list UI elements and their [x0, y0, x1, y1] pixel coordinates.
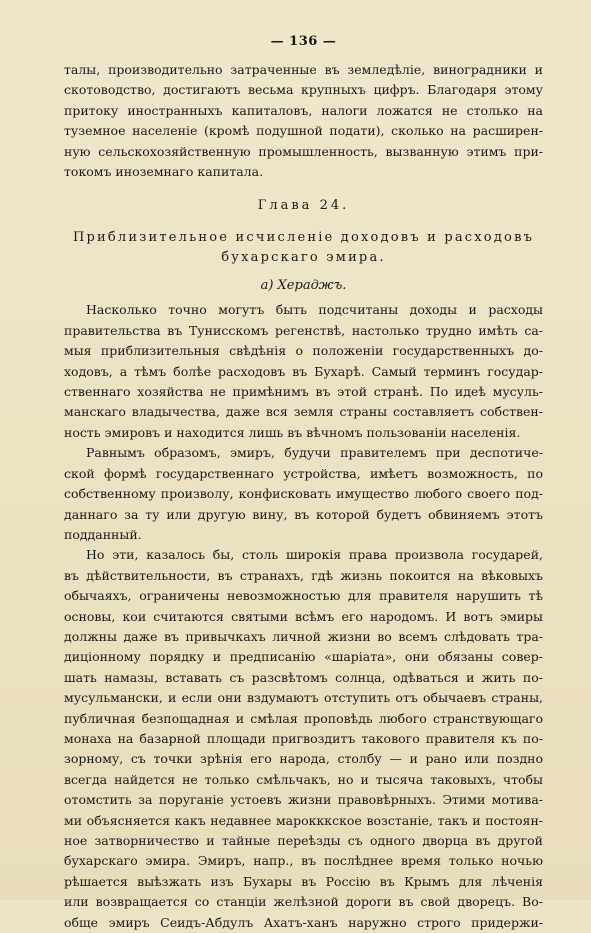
text-line: скотоводство, достигаютъ весьма крупныхъ цифръ. Благодаря этому	[64, 82, 543, 98]
paragraph-3	[64, 545, 543, 933]
text-line: Но эти, казалось бы, столь широкія права произвола государей,	[86, 547, 543, 563]
text-line: публичная безпощадная и смѣлая проповѣдь любого странствующаго	[64, 710, 543, 726]
text-line: диціонному порядку и предписанію «шаріата», они обязаны совер-	[64, 649, 543, 665]
text-line: мусульмански, и если они вздумаютъ отступить отъ обычаевъ страны,	[64, 690, 543, 706]
text-line: въ дѣйствительности, въ странахъ, гдѣ жизнь покоится на вѣковыхъ	[64, 567, 543, 583]
text-line: Насколько точно могутъ быть подсчитаны доходы и расходы	[86, 302, 543, 318]
text-line: основы, кои считаются святыми всѣмъ его народомъ. И вотъ эмиры	[64, 608, 543, 624]
text-line: шать намазы, вставать съ разсвѣтомъ солнца, одѣваться и жить по-	[64, 669, 543, 685]
text-line: ми объясняется какъ недавнее марокккское возстаніе, такъ и постоян-	[64, 812, 543, 828]
text-line: всегда найдется не только смѣльчакъ, но и тысяча таковыхъ, чтобы	[64, 771, 543, 787]
text-line: манскаго владычества, даже вся земля страны составляетъ собствен-	[64, 404, 543, 420]
intro-paragraph	[64, 60, 543, 182]
section-heading-line-2: бухарскаго эмира.	[221, 250, 386, 266]
text-line: Равнымъ образомъ, эмиръ, будучи правителемъ при деспотиче-	[86, 445, 543, 461]
text-line: ное затворничество и тайные переѣзды съ одного дворца въ другой	[64, 833, 543, 848]
text-line: собственному произволу, конфисковать имущество любого своего под-	[64, 486, 543, 502]
text-line: обычаяхъ, ограничены невозможностью для правителя нарушить тѣ	[64, 588, 543, 604]
text-line: туземное населеніе (кромѣ подушной подати), сколько на расширен-	[64, 123, 543, 139]
page-number: — 136 —	[270, 34, 337, 49]
text-line: монаха на базарной площади пригвоздитъ такового правителя къ по-	[64, 730, 543, 746]
text-line: зорному, съ точки зрѣнія его народа, столбу — и рано или поздно	[64, 751, 543, 767]
text-line: токомъ иноземнаго капитала.	[64, 164, 264, 180]
text-line: ходовъ, а тѣмъ болѣе расходовъ въ Бухарѣ. Самый терминъ государ-	[64, 363, 543, 379]
text-line: даннаго за ту или другую вину, въ которой будетъ обвиняемъ этотъ	[64, 506, 543, 522]
text-line: правительства въ Тунисскомъ регенствѣ, настолько трудно имѣть са-	[64, 322, 543, 338]
text-line: мыя приблизительныя свѣдѣнія о положеніи государственныхъ до-	[64, 343, 543, 359]
text-line: рѣшается выѣзжать изъ Бухары въ Россію въ Крымъ для лѣченія	[64, 873, 543, 889]
text-line: притоку иностранныхъ капиталовъ, налоги ложатся не столько на	[64, 102, 543, 118]
text-line: подданный.	[64, 526, 142, 542]
text-line: обще эмиръ Сеидъ-Абдулъ Ахатъ-ханъ наружно строго придержи-	[64, 914, 543, 930]
text-line: ской формѣ государственнаго устройства, имѣетъ возможность, по	[64, 465, 543, 481]
section-heading-line-1: Приблизительное исчисленіе доходовъ и расходовъ	[72, 230, 535, 246]
text-line: ность эмировъ и находится лишь въ вѣчномъ пользованіи населенія.	[64, 424, 521, 440]
paragraph-2	[64, 443, 543, 545]
text-line: ственнаго хозяйства не примѣнимъ въ этой странѣ. По идеѣ мусуль-	[64, 384, 543, 400]
subsection-title: а) Хераджъ.	[260, 278, 347, 294]
paragraph-1	[64, 300, 543, 443]
text-line: или возвращается со станціи желѣзной дороги въ свой дворецъ. Во-	[64, 894, 543, 910]
text-line: ную сельскохозяйственную промышленность, вызванную этимъ при-	[64, 143, 543, 159]
text-line: должны даже въ привычкахъ личной жизни во всемъ слѣдовать тра-	[64, 628, 543, 644]
text-line: бухарскаго эмира. Эмиръ, напр., въ послѣднее время только ночью	[64, 853, 543, 869]
chapter-title: Глава 24.	[257, 198, 350, 214]
text-line: талы, производительно затраченные въ земледѣліе, виноградники и	[64, 62, 543, 77]
text-line: отомстить за поруганіе устоевъ жизни правовѣрныхъ. Этими мотива-	[64, 792, 543, 808]
